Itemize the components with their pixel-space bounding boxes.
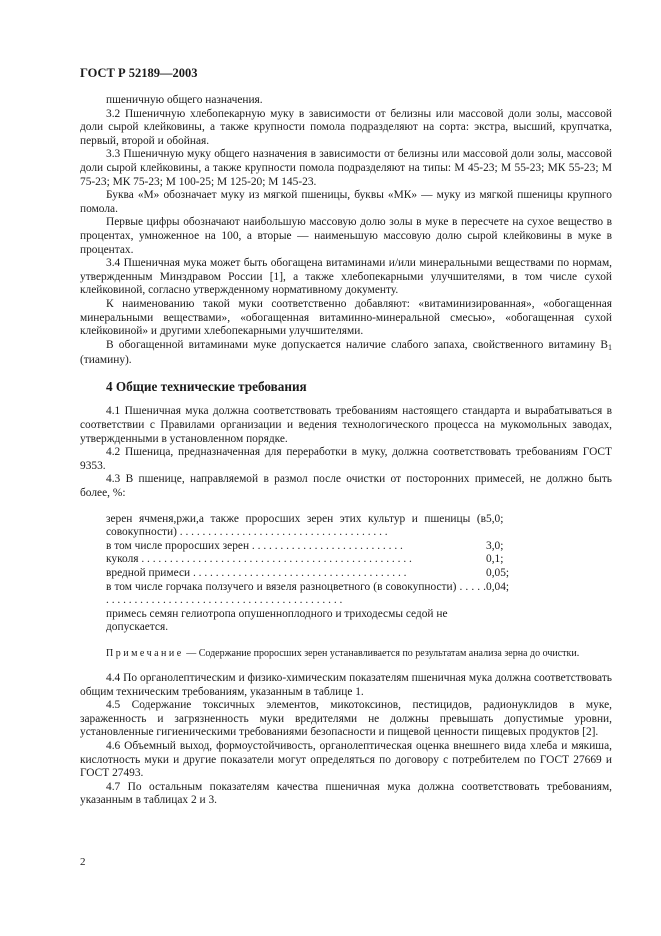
paragraph: Первые цифры обозначают наибольшую массовую долю золы в муке в пересчете на сухое вещество в процентах, умноженное на 100, а вторые — наименьшую массовую долю сырой клейковины в муке в процентах. [80,216,612,256]
vitamin-tail: (тиамину). [80,354,132,367]
page-number: 2 [80,856,86,868]
paragraph: 4.6 Объемный выход, формоустойчивость, органолептическая оценка внешнего вида хлеба и мякиша, кислотность муки и другие показатели могут определяться по договору с потребителем по ГОСТ 27669 и ГОСТ 27493. [80,739,612,780]
paragraph: 3.3 Пшеничную муку общего назначения в зависимости от белизны или массовой доли золы, массовой доли сырой клейковины, а также крупности помола подразделяют на типы: М 45-23; М 55-23; МК 55-23; М 75-23; МК 75-23; М 100-25; М 125-20; М 145-23. [80,148,612,188]
impurity-list [106,513,526,635]
vitamin-text: В обогащенной витаминами муке допускается наличие слабого запаха, свойственного витамину [106,338,596,351]
item-label: вредной примеси . . . . . . . . . . . . . . . . . . . . . . . . . . . . . . . . . . . . . . [106,567,407,579]
item-value: 3,0; [486,539,504,552]
paragraph: 3.4 Пшеничная мука может быть обогащена витаминами и/или минеральными веществами по нормам, утвержденным Минздравом России [1], а также хлебопекарными улучшителями, в том числе сухой клейковиной, согласно утвержденному нормативному документу. [80,257,612,297]
section-heading: 4 Общие технические требования [106,378,307,394]
vitamin-paragraph [80,339,612,368]
item-label: в том числе проросших зерен . . . . . . . . . . . . . . . . . . . . . . . . . . . [106,539,403,552]
list-item [106,553,526,567]
paragraph: 4.1 Пшеничная мука должна соответствовать требованиям настоящего стандарта и вырабатываться в соответствии с Правилами организации и ведения технологического процесса на мукомольных заводах, утвержденными в установленном порядке. [80,405,612,445]
paragraph: 4.7 По остальным показателям качества пшеничная мука должна соответствовать требованиям, указанным в таблицах 2 и 3. [80,780,612,807]
note-text: — Содержание проросших зерен устанавливается по результатам анализа зерна до очистки. [183,647,580,659]
standard-code: ГОСТ Р 52189—2003 [80,66,198,80]
item-label: примесь семян гелиотропа опушенноплодного и триходесмы седой не допускается. [106,607,448,634]
paragraph: 4.4 По органолептическим и физико-химическим показателям пшеничная мука должна соответствовать общим техническим требованиям, указанным в таблице 1. [80,671,612,698]
item-label: зерен ячменя,ржи,а также проросших зерен этих культур и пшеницы (в совокупности) . . . . . . . . . . . . . . . . . . . . . . . . . . . . . . . . . . . . . [106,512,486,539]
paragraph: К наименованию такой муки соответственно добавляют: «витаминизированная», «обогащенная минеральными веществами», «обогащенная витаминно-минеральной смесью», «обогащенная сухой клейковиной» и другими хлебопекарными улучшителями. [80,297,612,338]
note-label: Примечание [106,647,184,659]
paragraph: 4.3 В пшенице, направляемой в размол после очистки от посторонних примесей, не должно быть более, %: [80,473,612,500]
item-label: куколя . . . . . . . . . . . . . . . . . . . . . . . . . . . . . . . . . . . . . . . . . . . . . . . . [106,553,412,566]
vitamin-symbol: B [600,338,608,351]
list-item [106,608,526,635]
note [80,647,612,660]
paragraph: 3.2 Пшеничную хлебопекарную муку в зависимости от белизны или массовой доли золы, массовой доли сырой клейковины, а также крупности помола подразделяют на сорта: экстра, высший, крупчатка, первый, второй и обойная. [80,107,612,147]
list-item [106,513,526,540]
paragraph: 4.2 Пшеница, предназначенная для переработки в муку, должна соответствовать требованиям ГОСТ 9353. [80,446,612,472]
item-value: 0,1; [486,553,504,566]
list-item [106,540,526,554]
paragraph: Буква «М» обозначает муку из мягкой пшеницы, буквы «МК» — муку из мягкой пшеницы крупного помола. [80,189,612,215]
item-label: в том числе горчака ползучего и вязеля разноцветного (в совокупности) . . . . . . . . . . . . . . . . . . . . . . . . . . . . . . . . . . . . . . . . . . . . . . . [106,580,486,607]
paragraph: 4.5 Содержание токсичных элементов, микотоксинов, пестицидов, радионуклидов в муке, зараженность и загрязненность муки вредителями не должны превышать допустимые уровни, установленные гигиеническими требованиями безопасности и пищевой ценности пищевых продуктов [2]. [80,699,612,739]
list-item [106,567,526,581]
list-item [106,581,526,608]
paragraph: пшеничную общего назначения. [106,94,263,106]
page-content [80,94,612,808]
item-value: 0,04; [486,580,510,593]
vitamin-subscript: 1 [607,342,612,352]
item-value: 5,0; [486,512,504,525]
item-value: 0,05; [486,567,510,579]
